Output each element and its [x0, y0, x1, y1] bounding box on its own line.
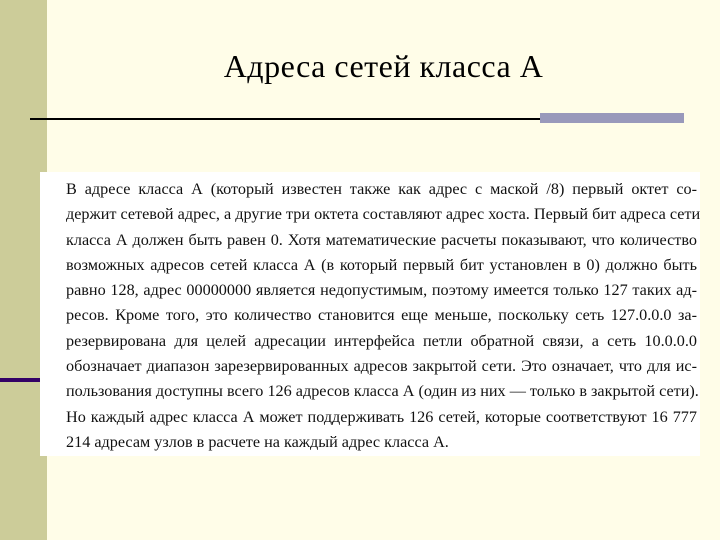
body-line-5: равно 128, адрес 00000000 является недопустимым, поэтому имеется только 127 таких ад- [66, 281, 697, 300]
body-line-2: держит сетевой адрес, а другие три октета составляют адрес хоста. Первый бит адреса сети [66, 205, 701, 224]
title-underline [30, 118, 540, 120]
body-line-8: обозначает диапазон зарезервированных адресов закрытой сети. Это означает, что для ис- [66, 357, 697, 376]
body-line-9: пользования доступны всего 126 адресов класса А (один из них — только в закрытой сети). [66, 382, 699, 401]
body-line-10: Но каждый адрес класса А может поддерживать 126 сетей, которые соответствуют 16 777 [66, 407, 697, 426]
body-line-3: класса А должен быть равен 0. Хотя математические расчеты показывают, что количество [66, 230, 697, 249]
body-line-11: 214 адресам узлов в расчете на каждый адрес класса А. [66, 432, 449, 451]
body-line-6: ресов. Кроме того, это количество становится еще меньше, поскольку сеть 127.0.0.0 за- [66, 306, 697, 325]
body-line-7: резервирована для целей адресации интерфейса петли обратной связи, а сеть 10.0.0.0 [66, 331, 697, 350]
body-line-4: возможных адресов сетей класса А (в который первый бит установлен в 0) должно быть [66, 255, 697, 274]
body-line-1: В адресе класса А (который известен также как адрес с маской /8) первый октет со- [66, 180, 697, 198]
title-underline-block [540, 113, 684, 123]
slide-title: Адреса сетей класса А [223, 48, 544, 84]
text-scan-panel [40, 172, 700, 456]
